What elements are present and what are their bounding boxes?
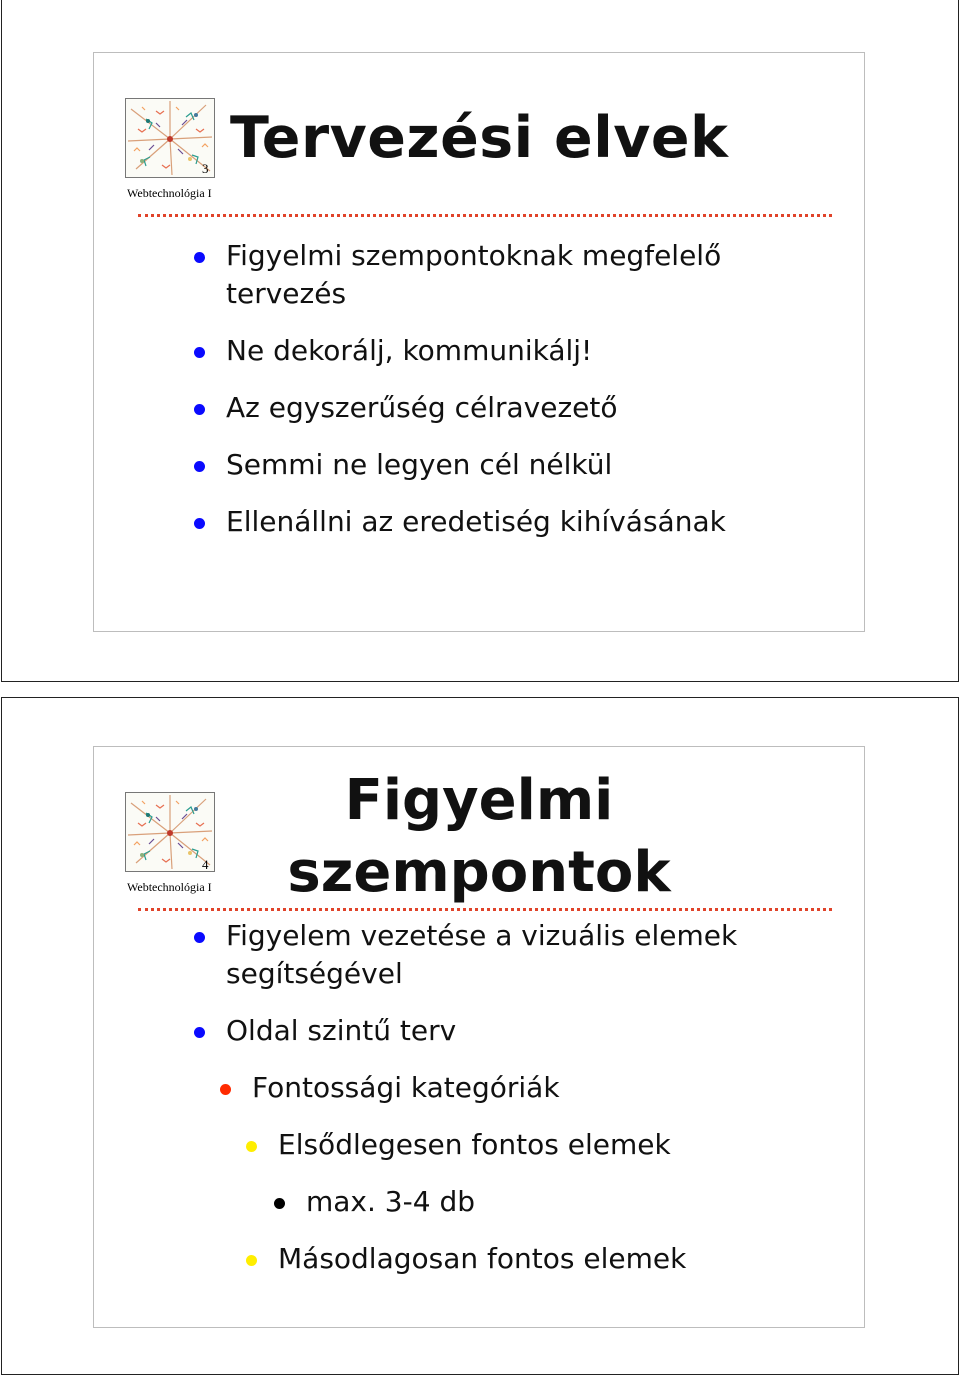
bullet-dot-icon: [194, 252, 205, 263]
slide-number: 3: [202, 161, 209, 176]
bullet-dot-icon: [220, 1084, 231, 1095]
bullet-item: Figyelmi szempontoknak megfelelő tervezés: [194, 237, 786, 313]
slide-title: Tervezési elvek: [230, 105, 729, 171]
bullet-dot-icon: [246, 1141, 257, 1152]
bullet-item: Oldal szintű terv: [194, 1012, 786, 1050]
bullet-dot-icon: [194, 1027, 205, 1038]
course-label: Webtechnológia I: [127, 880, 212, 894]
bullet-item: Ne dekorálj, kommunikálj!: [194, 332, 786, 370]
bullet-dot-icon: [194, 932, 205, 943]
bullet-item: Semmi ne legyen cél nélkül: [194, 446, 786, 484]
bullet-dot-icon: [274, 1198, 285, 1209]
bullet-dot-icon: [246, 1255, 257, 1266]
slide-4: [93, 746, 865, 1328]
bullet-item-level3: Elsődlegesen fontos elemek: [246, 1126, 778, 1164]
slide-title: Figyelmi szempontok: [287, 768, 671, 905]
bullet-dot-icon: [194, 347, 205, 358]
bullet-item: Figyelem vezetése a vizuális elemek segítségével: [194, 917, 786, 993]
bullet-list: [194, 917, 786, 1297]
bullet-item: Az egyszerűség célravezető: [194, 389, 786, 427]
bullet-dot-icon: [194, 518, 205, 529]
title-divider: [138, 908, 832, 911]
slide-number: 4: [202, 857, 209, 872]
bullet-item-level3: Másodlagosan fontos elemek: [246, 1240, 778, 1278]
title-divider: [138, 214, 832, 217]
bullet-item: Ellenállni az eredetiség kihívásának: [194, 503, 786, 541]
bullet-item-level4: max. 3-4 db: [274, 1183, 776, 1221]
bullet-list: [194, 237, 786, 560]
bullet-dot-icon: [194, 461, 205, 472]
bullet-item-level2: Fontossági kategóriák: [220, 1069, 782, 1107]
course-label: Webtechnológia I: [127, 186, 212, 200]
slide-3: [93, 52, 865, 632]
bullet-dot-icon: [194, 404, 205, 415]
